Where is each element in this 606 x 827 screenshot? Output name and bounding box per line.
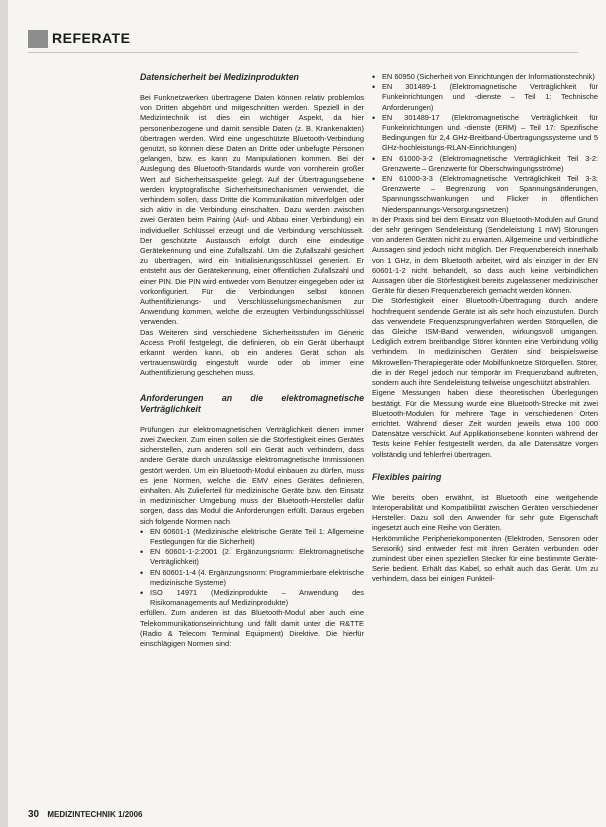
- section-title: REFERATE: [52, 30, 131, 46]
- norm-list: [140, 527, 364, 609]
- header-marker: [28, 30, 48, 48]
- paragraph: Wie bereits oben erwähnt, ist Bluetooth eine weitgehende Interoperabilität und Kompatibilität zwischen Geräten verschiedener Hersteller. Dazu soll den Anwender für sehr gute Eigenschaft ingesetzt auch eine Reihe von Geräten.: [372, 492, 598, 533]
- list-item: • EN 60601-1-4 (4. Ergänzungsnorm: Programmierbare elektrische medizinische Systeme): [140, 568, 364, 588]
- list-item: • EN 61000-3-3 (Elektromagnetische Verträglichkeit Teil 3-3: Grenzwerte – Begrenzung von Spannungsänderungen, Spannungsschwankungen und Flicker in öffentlichen Niederspannungs-Versorgungsnetzen): [372, 174, 598, 215]
- section-flexibles-pairing: [372, 472, 598, 585]
- list-item: • EN 301489-1 (Elektromagnetische Verträglichkeit für Funkeinrichtungen und -dienste – Teil 1: Technische Anforderungen): [372, 82, 598, 113]
- list-item: • EN 60950 (Sicherheit von Einrichtungen der Informationstechnik): [372, 72, 598, 82]
- paragraph: erfüllen. Zum anderen ist das Bluetooth-Modul aber auch eine Telekommunikationseinrichtung und fällt damit unter die R&TTE (Radio & Telecom Terminal Equipment) Direktive. Die hierfür einschlägigen Normen sind:: [140, 608, 364, 648]
- paragraph: Eigene Messungen haben diese theoretischen Überlegungen bestätigt. Für die Messung wurde eine Bluetooth-Strecke mit zwei Bluetooth-Modulen für mehrere Tage in verschiedenen Orten errichtet. Während dieser Zeit wurden jeweils etwa 100 000 Datensätze verschickt. Auf Applikationsebene konnten während der Tests keine Fehler festgestellt werden, da alle Datensätze vorgen vollständig und fehlerfrei übertragen.: [372, 388, 598, 459]
- list-item: • EN 60601-1-2:2001 (2. Ergänzungsnorm: Elektromagnetische Verträglichkeit): [140, 547, 364, 567]
- paragraph: Bei Funknetzwerken übertragene Daten können relativ problemlos von Dritten abgehört und mitgeschnitten werden. Speziell in der Medizintechnik ist dies ein wichtiger Aspekt, da hier personenbezogene und damit sensible Daten (z. B. Krankenakten) übertragen werden. Wird eine ungeschützte Bluetooth-Verbindung genutzt, so können diese Daten an Dritte oder unbefugte Personen gelangen, bzw. es kann zu Manipulationen kommen. Bei der Auslegung des Bluetooth-Standards wurde von vornherein großer Wert auf Sicherheitsaspekte gelegt. Auf der Übertragungsebene werden kryptografische Sicherheitsmechanismen verwendet, die verhindern sollen, dass Dritte die Kommunikation mitverfolgen oder sich aktiv in die Verbindung einschalten. Dazu werden zwischen zwei Geräten beim Pairing (Auf- und Abbau einer Verbindung) ein individueller Schlüssel erzeugt und die Verbindung verschlüsselt. Der geschützte Austausch erfolgt durch eine eindeutige Gerätekennung und eine Zufallszahl. Um die Zufallszahl gesichert zu übertragen, wird ein Initialisierungsschlüssel generiert. Er entsteht aus der Gerätekennung, einer öffentlichen Zufallszahl und einer PIN. Die PIN wird entweder vom Benutzer eingegeben oder ist vorkonfiguriert. Für die Verbindungen selbst können Authentifizierungs- und Verschlüsselungsmechanismen zur Anwendung kommen, welche die erzeugten Verbindungsschlüssel verwenden.: [140, 93, 364, 327]
- left-column: [140, 72, 364, 663]
- page-edge: [0, 0, 8, 827]
- footer: [28, 809, 143, 820]
- norm-list: [372, 72, 598, 215]
- page-number: 30: [28, 809, 40, 820]
- journal-name: MEDIZINTECHNIK 1/2006: [47, 810, 143, 819]
- list-item: • EN 301489-17 (Elektromagnetische Verträglichkeit für Funkeinrichtungen und -dienste (ERM) – Teil 17: Spezifische Bedingungen für 2,4 GHz-Breitband-Übertragungssysteme und 5 GHz-hochleistungs-RLAN-Einrichtungen): [372, 113, 598, 154]
- section-heading: Flexibles pairing: [372, 471, 442, 482]
- paragraph: Herkömmliche Peripheriekomponenten (Elektroden, Sensoren oder Sensorik) sind entweder fest mit ihren Geräten verbunden oder zumindest über einen speziellen Stecker für eine bestimmte Geräte-Serie bedient. Erhält das Kabel, so erhält auch das Gerät. Um zu verhindern, dass bei einigen Funkteil-: [372, 533, 598, 584]
- list-item: • EN 61000-3-2 (Elektromagnetische Verträglichkeit Teil 3-2: Grenzwerte – Grenzwerte für Oberschwingungsströme): [372, 154, 598, 174]
- section-heading: Anforderungen an die elektromagnetische Verträglichkeit: [140, 392, 364, 414]
- section-emv: [140, 393, 364, 649]
- paragraph: Das Weiteren sind verschiedene Sicherheitsstufen im Generic Access Profil festgelegt, die definieren, ob ein Gerät überhaupt erkannt werden kann, ob ein anderes Gerät schon als vertrauenswürdig eingestuft wurde oder ob immer eine Authentifizierung geschehen muss.: [140, 327, 364, 378]
- section-heading: Datensicherheit bei Medizinprodukten: [140, 72, 299, 82]
- right-column: [372, 72, 598, 599]
- section-datensicherheit: [140, 72, 364, 379]
- list-item: • EN 60601-1 (Medizinische elektrische Geräte Teil 1: Allgemeine Festlegungen für die Sicherheit): [140, 527, 364, 547]
- paragraph: Die Störfestigkeit einer Bluetooth-Übertragung durch andere hochfrequent sendende Geräte ist als sehr hoch einzustufen. Durch das verwendete Frequenzsprungverfahren werden Störquellen, die das Gleiche ISM-Band verwenden, wirkungsvoll umgangen. Lediglich extrem breitbandige Störer könnten eine Verbindung völlig verhindern. In medizinischen Geräten sind beispielsweise Mikrowellen-Therapiegeräte oder Mobilfunknetze Störquellen. Störer, die in der Regel jedoch nur temporär im Frequenzband auftreten, sondern auch ihre Sendeleistung teilweise ungeschützt abstrahlen.: [372, 296, 598, 388]
- list-item: • ISO 14971 (Medizinprodukte – Anwendung des Risikomanagements auf Medizinprodukte): [140, 588, 364, 608]
- header-rule: [28, 52, 578, 53]
- paragraph: In der Praxis sind bei dem Einsatz von Bluetooth-Modulen auf Grund der sehr geringen Sendeleistung (Sendeleistung 1 mW) Störungen von anderen Geräten nicht zu erwarten. Allgemeine und verbindliche Aussagen sind jedoch nicht möglich. Der Frequenzbereich innerhalb von 1 GHz, in dem Bluetooth arbeitet, wird als einziger in der EN 60601-1-2 nicht behandelt, so dass auch keine verbindlichen Aussagen über die Störfestigkeit bereits zugelassener medizinischer Geräte für diesen Frequenzbereich gemacht werden können.: [372, 214, 598, 296]
- paragraph: Prüfungen zur elektromagnetischen Verträglichkeit dienen immer zwei Zwecken. Zum einen sollen sie die Störfestigkeit eines Gerätes sicherstellen, zum anderen soll ein Gerät auch verhindern, dass andere Geräte durch unzulässige elektromagnetische Immissionen gestört werden. Um ein Bluetooth-Modul einbauen zu dürfen, muss es jene Normen, welche die EMV eines Gerätes definieren, einhalten. Als Zulieferteil für medizinische Geräte bzw. den Einsatz in medizinischer Umgebung muss der Bluetooth-Hersteller dafür sorgen, dass das Modul die Anforderungen erfüllt. Daraus ergeben sich folgende Normen nach: [140, 424, 364, 526]
